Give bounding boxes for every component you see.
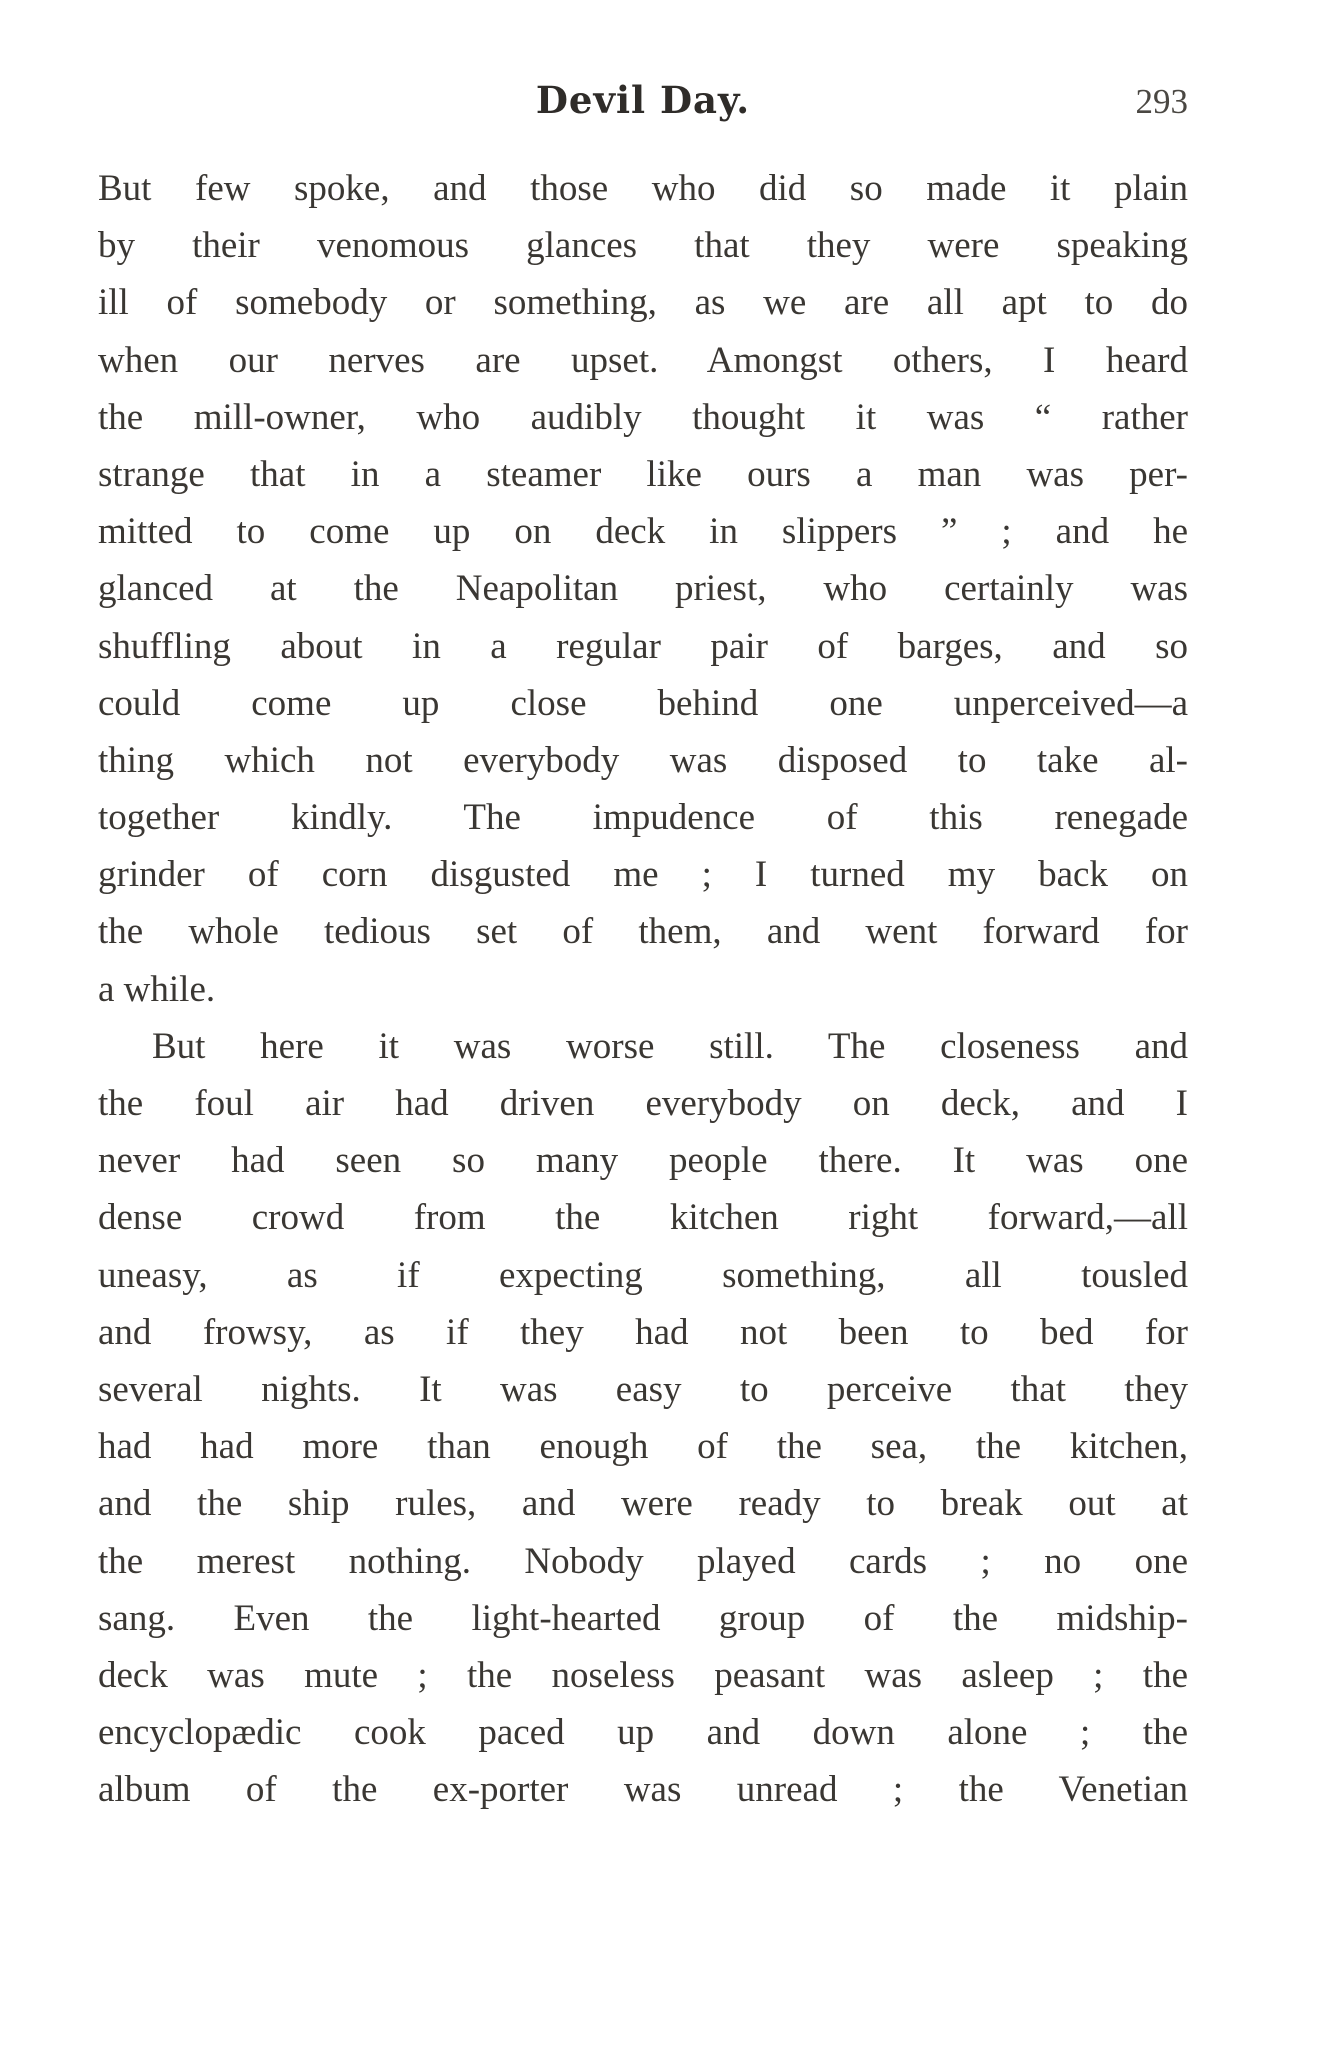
- text-line: uneasy, as if expecting something, all tousled: [98, 1254, 1188, 1296]
- text-line: shuffling about in a regular pair of barges, and so: [98, 625, 1188, 667]
- text-line: together kindly. The impudence of this renegade: [98, 797, 1188, 839]
- paragraph-end-line: a while.: [98, 968, 216, 1010]
- running-head: Devil Day.: [535, 78, 751, 122]
- text-line: strange that in a steamer like ours a man was per-: [98, 453, 1188, 495]
- text-line: grinder of corn disgusted me ; I turned my back on: [98, 854, 1188, 896]
- page-number: 293: [1135, 82, 1188, 121]
- text-line: could come up close behind one unperceived—a: [98, 682, 1188, 724]
- text-line: deck was mute ; the noseless peasant was asleep ; the: [98, 1654, 1188, 1696]
- text-line: sang. Even the light-hearted group of the midship-: [98, 1597, 1188, 1639]
- text-line: the mill-owner, who audibly thought it was “ rather: [98, 396, 1188, 438]
- text-line: and the ship rules, and were ready to break out at: [98, 1483, 1188, 1525]
- text-line: dense crowd from the kitchen right forward,—all: [98, 1197, 1188, 1239]
- text-line: by their venomous glances that they were speaking: [98, 225, 1188, 267]
- text-line: But few spoke, and those who did so made it plain: [98, 168, 1188, 209]
- text-line: mitted to come up on deck in slippers ” ; and he: [98, 511, 1188, 553]
- text-line: the merest nothing. Nobody played cards ; no one: [98, 1540, 1188, 1582]
- text-line: and frowsy, as if they had not been to bed for: [98, 1311, 1188, 1353]
- text-line: thing which not everybody was disposed to take al-: [98, 739, 1188, 781]
- text-line: the foul air had driven everybody on deck, and I: [98, 1083, 1188, 1124]
- text-line: the whole tedious set of them, and went forward for: [98, 911, 1188, 953]
- text-line: ill of somebody or something, as we are all apt to do: [98, 282, 1188, 324]
- text-line: glanced at the Neapolitan priest, who certainly was: [98, 568, 1188, 610]
- paragraph-start-line: But here it was worse still. The closeness and: [152, 1025, 1188, 1067]
- text-line: encyclopædic cook paced up and down alone ; the: [98, 1712, 1188, 1754]
- text-line: album of the ex-porter was unread ; the Venetian: [98, 1769, 1188, 1811]
- page-header: [98, 78, 1188, 138]
- text-line: never had seen so many people there. It was one: [98, 1140, 1188, 1182]
- text-line: had had more than enough of the sea, the kitchen,: [98, 1426, 1188, 1468]
- text-line: when our nerves are upset. Amongst others, I heard: [98, 339, 1188, 381]
- body-text: [98, 160, 1188, 1818]
- text-line: several nights. It was easy to perceive that they: [98, 1368, 1188, 1410]
